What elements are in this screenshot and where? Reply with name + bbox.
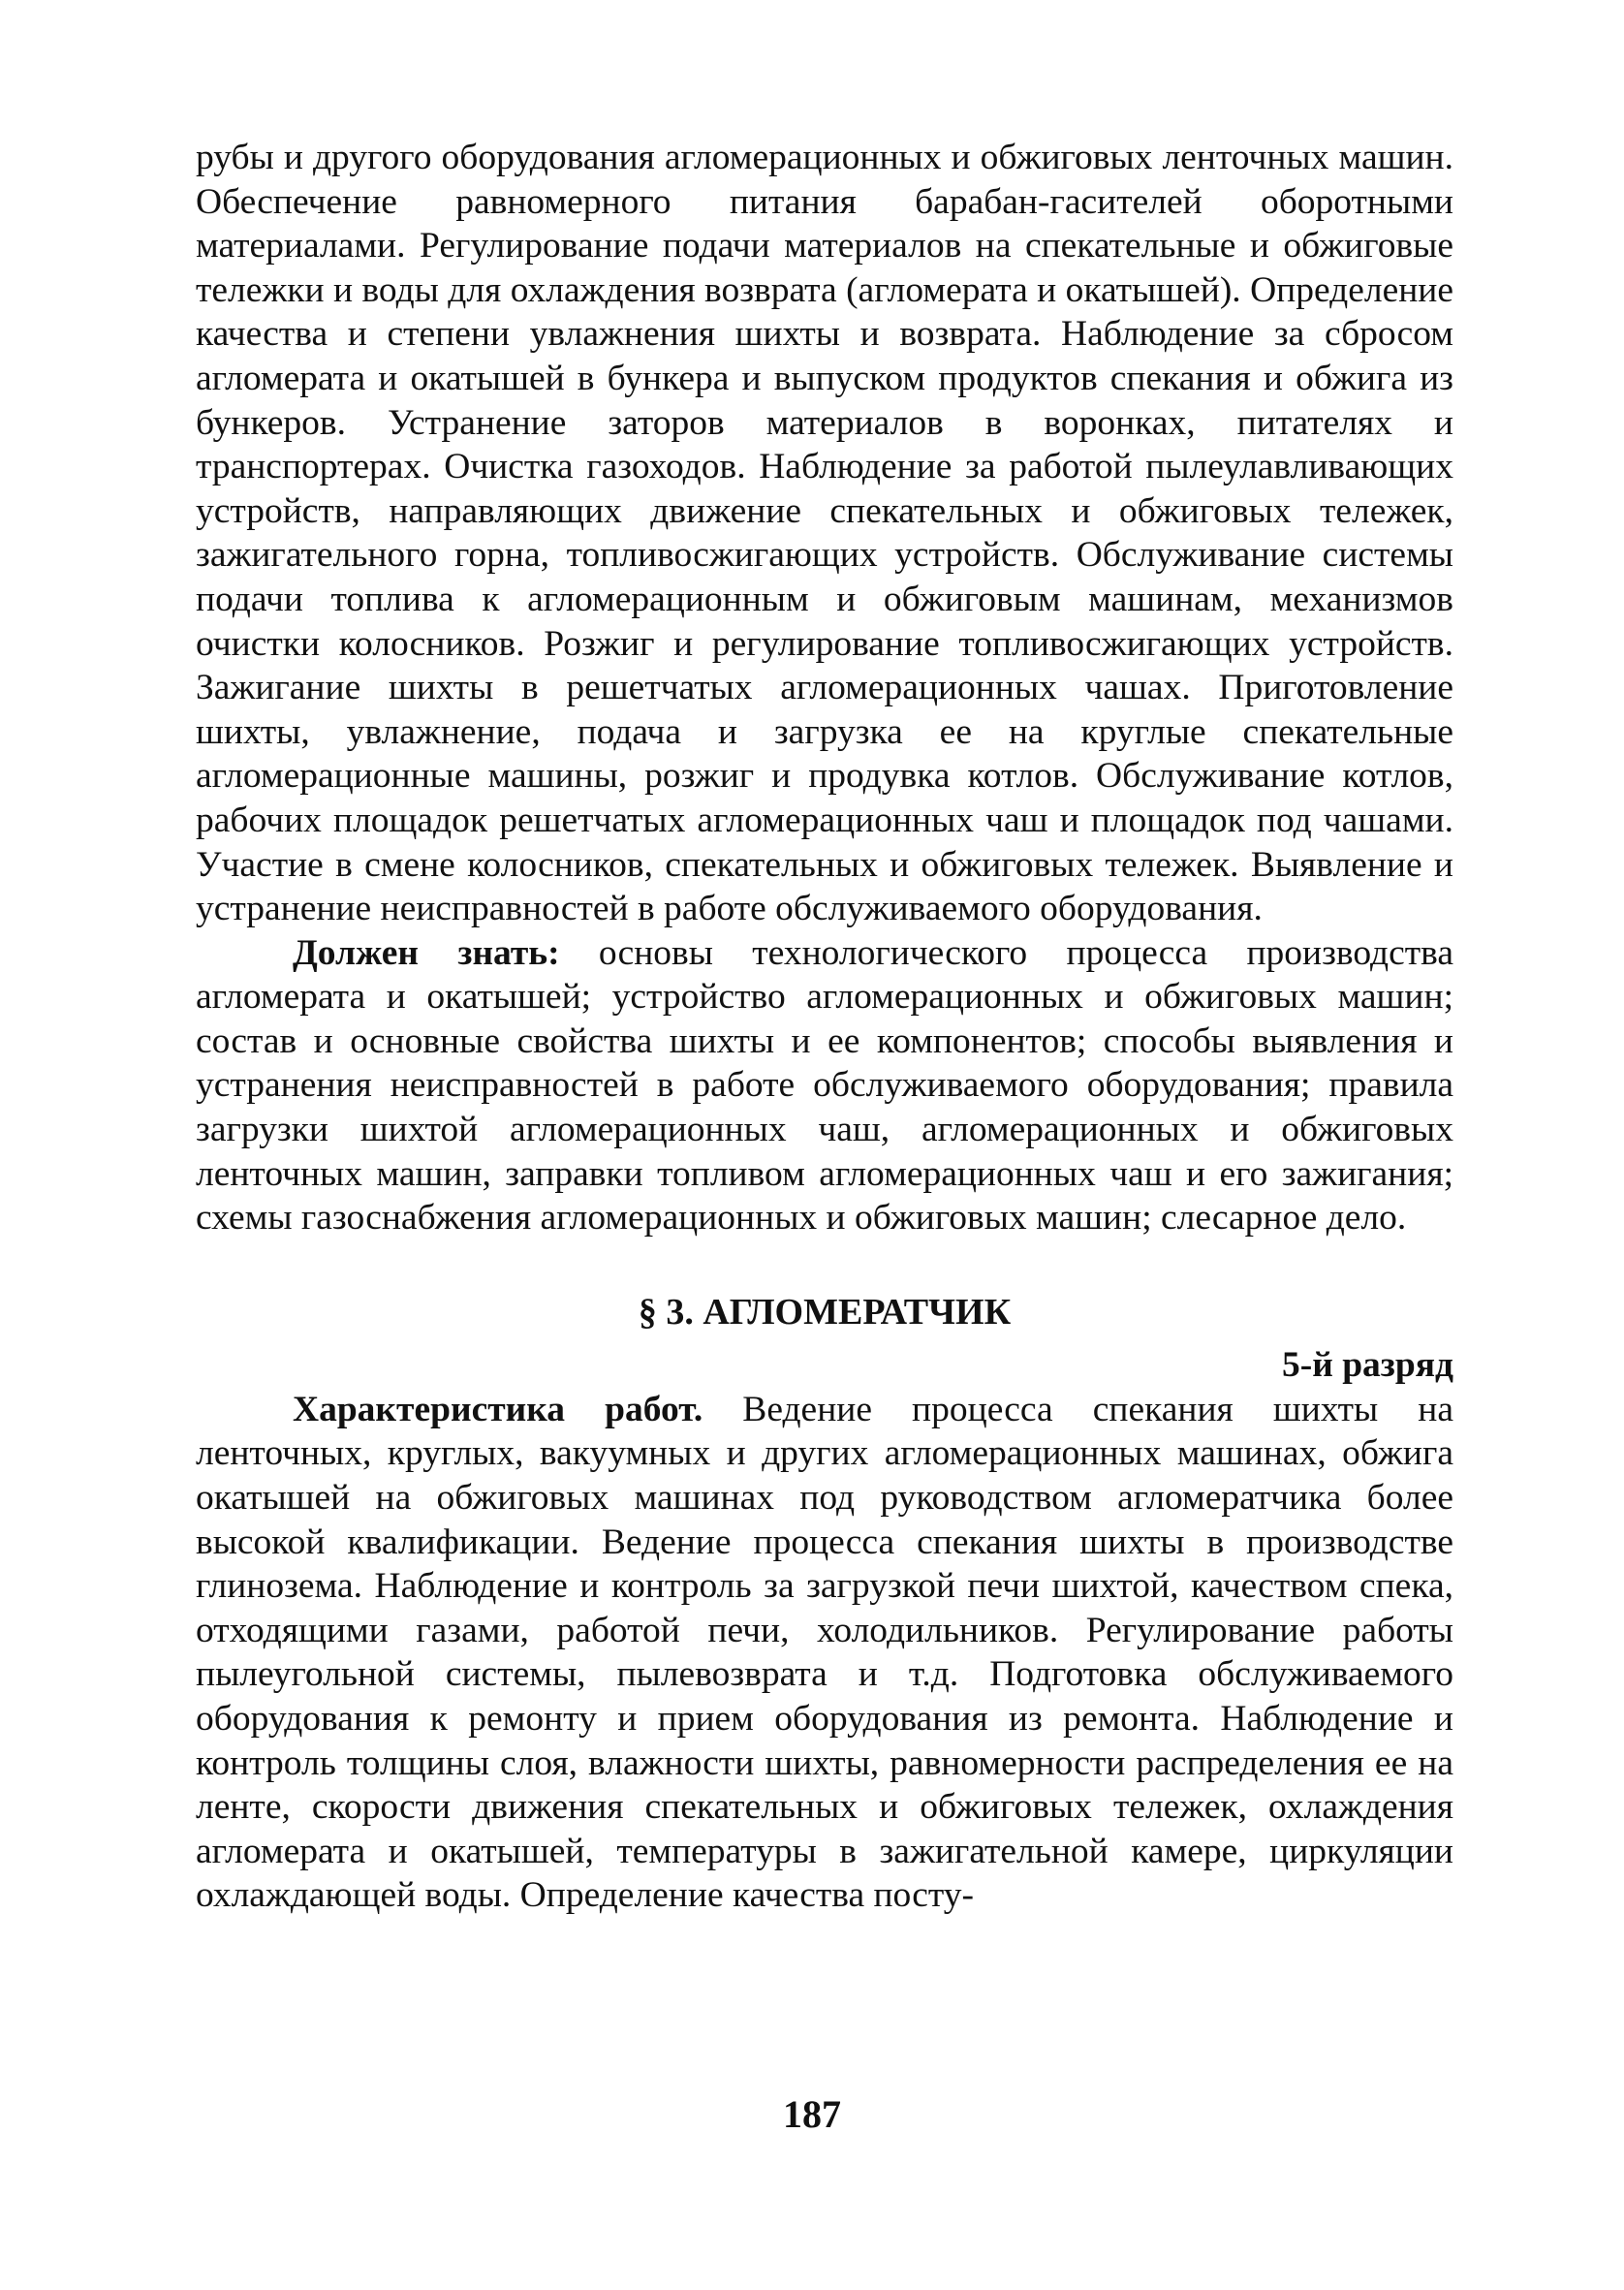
continuation-paragraph: рубы и другого оборудования агломерационных и обжиговых ленточных машин. Обеспечение равномерного питания барабан-гасителей оборотными материалами. Регулирование подачи материалов на спекательные и обжиговые тележки и воды для охлаждения возврата (агломерата и окатышей). Определение качества и степени увлажнения шихты и возврата. Наблюдение за сбросом агломерата и окатышей в бункера и выпуском продуктов спекания и обжига из бункеров. Устранение заторов материалов в воронках, питателях и транспортерах. Очистка газоходов. Наблюдение за работой пылеулавливающих устройств, направляющих движение спекательных и обжиговых тележек, зажигательного горна, топливосжигающих устройств. Обслуживание системы подачи топлива к агломерационным и обжиговым машинам, механизмов очистки колосников. Розжиг и регулирование топливосжигающих устройств. Зажигание шихты в решетчатых агломерационных чашах. Приготовление шихты, увлажнение, подача и загрузка ее на круглые спекательные агломерационные машины, розжиг и продувка котлов. Обслуживание котлов, рабочих площадок решетчатых агломерационных чаш и площадок под чашами. Участие в смене колосников, спекательных и обжиговых тележек. Выявление и устранение неисправностей в работе обслуживаемого оборудования. <box>196 138 1453 929</box>
characteristics-text: Ведение процесса спекания шихты на ленточных, круглых, вакуумных и других агломерационных машинах, обжига окатышей на обжиговых машинах под руководством агломератчика более высокой квалификации. Ведение процесса спекания шихты в производстве глинозема. Наблюдение и контроль за загрузкой печи шихтой, качеством спека, отходящими газами, работой печи, холодильников. Регулирование работы пылеугольной системы, пылевозврата и т.д. Подготовка обслуживаемого оборудования к ремонту и прием оборудования из ремонта. Наблюдение и контроль толщины слоя, влажности шихты, равномерности распределения ее на ленте, скорости движения спекательных и обжиговых тележек, охлаждения агломерата и окатышей, температуры в зажигательной камере, циркуляции охлаждающей воды. Определение качества посту- <box>196 1389 1454 1916</box>
page-number: 187 <box>783 2092 841 2136</box>
document-page <box>196 136 1453 1918</box>
characteristics-label: Характеристика работ. <box>293 1389 703 1429</box>
characteristics-paragraph <box>196 1388 1453 1918</box>
must-know-text: основы технологического процесса производства агломерата и окатышей; устройство агломерационных и обжиговых машин; состав и основные свойства шихты и ее компонентов; способы выявления и устранения неисправностей в работе обслуживаемого оборудования; правила загрузки шихтой агломерационных чаш, агломерационных и обжиговых ленточных машин, заправки топливом агломерационных чаш и его зажигания; схемы газоснабжения агломерационных и обжиговых машин; слесарное дело. <box>196 932 1453 1239</box>
must-know-paragraph <box>196 931 1453 1240</box>
rank-label: 5-й разряд <box>1281 1344 1453 1385</box>
must-know-label: Должен знать: <box>293 932 560 973</box>
section-heading: § 3. АГЛОМЕРАТЧИК <box>638 1291 1012 1333</box>
